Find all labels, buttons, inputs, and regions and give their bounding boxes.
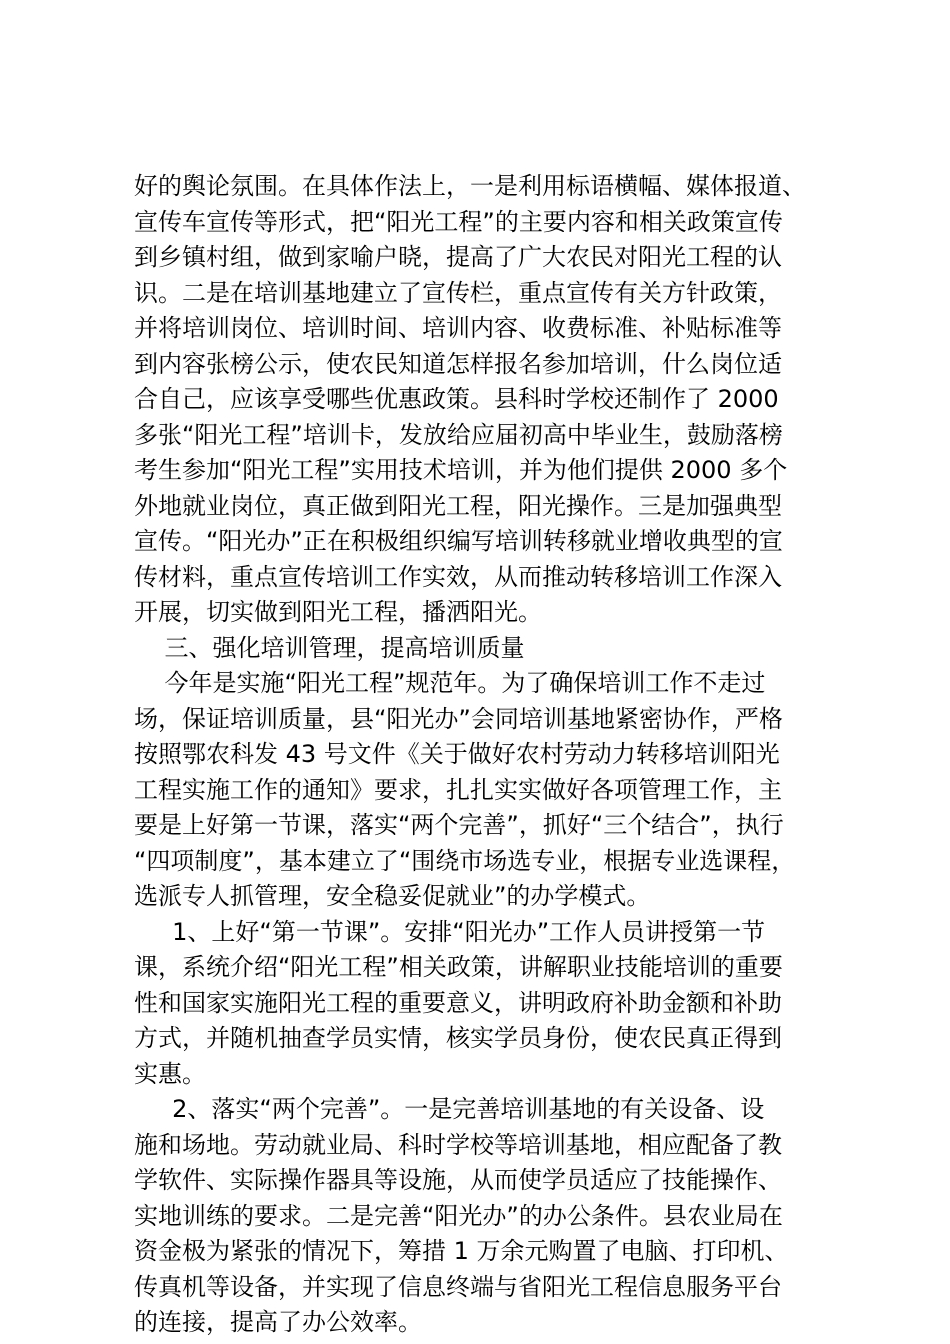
text-line: 宣传车宣传等形式，把“阳光工程”的主要内容和相关政策宣传 — [134, 207, 783, 236]
text-line: 实惠。 — [134, 1059, 206, 1088]
text-line: 好的舆论氛围。在具体作法上，一是利用标语横幅、媒体报道、 — [134, 172, 806, 200]
text-line: “四项制度”，基本建立了“围绕市场选专业，根据专业选课程， — [134, 846, 796, 875]
text-line: 到内容张榜公示，使农民知道怎样报名参加培训，什么岗位适 — [134, 349, 782, 378]
text-line: 实地训练的要求。二是完善“阳光办”的办公条件。县农业局在 — [134, 1201, 783, 1230]
text-line: 学软件、实际操作器具等设施，从而使学员适应了技能操作、 — [134, 1166, 782, 1194]
text-line: 考生参加“阳光工程”实用技术培训，并为他们提供 2000 多个 — [134, 456, 788, 484]
text-line: 今年是实施“阳光工程”规范年。为了确保培训工作不走过 — [134, 669, 766, 697]
body-text — [134, 169, 834, 1341]
text-line: 的连接，提高了办公效率。 — [134, 1308, 422, 1336]
text-line: 到乡镇村组，做到家喻户晓，提高了广大农民对阳光工程的认 — [134, 243, 782, 271]
text-line: 识。二是在培训基地建立了宣传栏，重点宣传有关方针政策， — [134, 278, 782, 307]
text-line: 开展，切实做到阳光工程，播洒阳光。 — [134, 598, 542, 626]
text-line: 施和场地。劳动就业局、科时学校等培训基地，相应配备了教 — [134, 1130, 782, 1159]
text-line: 宣传。“阳光办”正在积极组织编写培训转移就业增收典型的宣 — [134, 527, 783, 555]
text-line: 选派专人抓管理，安全稳妥促就业”的办学模式。 — [134, 882, 651, 910]
text-line: 资金极为紧张的情况下，筹措 1 万余元购置了电脑、打印机、 — [134, 1237, 789, 1265]
text-line: 2、落实“两个完善”。一是完善培训基地的有关设备、设 — [134, 1095, 765, 1123]
text-line: 要是上好第一节课，落实“两个完善”，抓好“三个结合”，执行 — [134, 811, 784, 839]
text-line: 工程实施工作的通知》要求，扎扎实实做好各项管理工作，主 — [134, 775, 782, 804]
text-line: 性和国家实施阳光工程的重要意义，讲明政府补助金额和补助 — [134, 988, 782, 1017]
text-line: 方式，并随机抽查学员实情，核实学员身份，使农民真正得到 — [134, 1024, 782, 1052]
text-line: 按照鄂农科发 43 号文件《关于做好农村劳动力转移培训阳光 — [134, 740, 780, 768]
text-line: 多张“阳光工程”培训卡，发放给应届初高中毕业生，鼓励落榜 — [134, 420, 783, 449]
text-line: 传材料，重点宣传培训工作实效，从而推动转移培训工作深入 — [134, 562, 782, 591]
text-line: 合自己，应该享受哪些优惠政策。县科时学校还制作了 2000 — [134, 385, 779, 413]
section-heading: 三、强化培训管理，提高培训质量 — [134, 633, 525, 662]
text-line: 1、上好“第一节课”。安排“阳光办”工作人员讲授第一节 — [134, 917, 766, 946]
text-line: 课，系统介绍“阳光工程”相关政策，讲解职业技能培训的重要 — [134, 953, 783, 981]
text-line: 外地就业岗位，真正做到阳光工程，阳光操作。三是加强典型 — [134, 491, 782, 520]
text-line: 传真机等设备，并实现了信息终端与省阳光工程信息服务平台 — [134, 1272, 782, 1301]
text-line: 场，保证培训质量，县“阳光办”会同培训基地紧密协作，严格 — [134, 704, 783, 733]
text-line: 并将培训岗位、培训时间、培训内容、收费标准、补贴标准等 — [134, 314, 782, 342]
